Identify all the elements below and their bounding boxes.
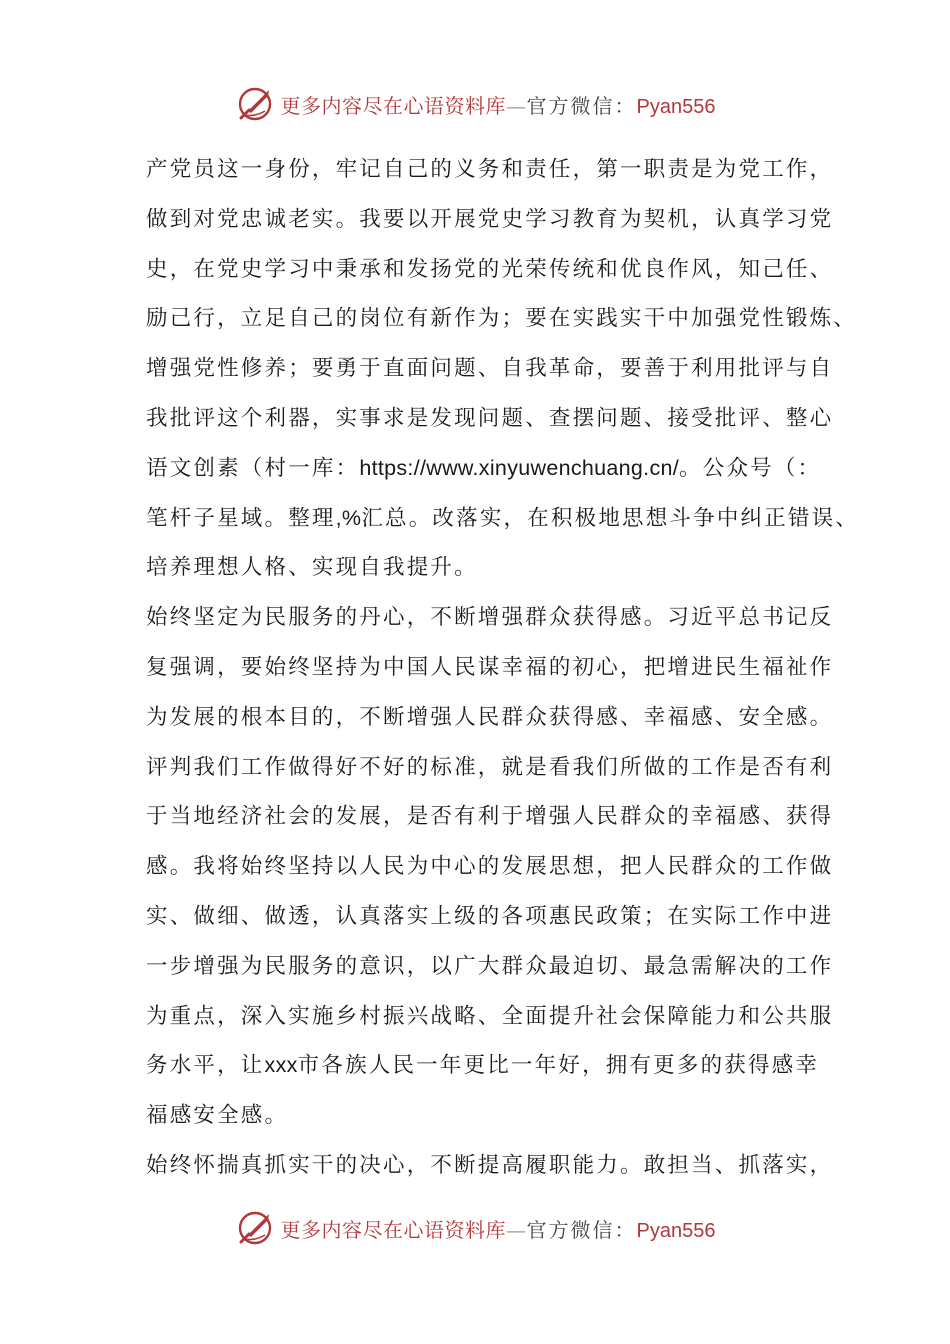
body-text: 。公众号（： <box>679 455 822 481</box>
body-line: 产党员这一身份，牢记自己的义务和责任，第一职责是为党工作， <box>146 157 834 182</box>
footer-separator: — <box>506 1217 527 1242</box>
source-url: https://www.xinyuwenchuang.cn/ <box>359 455 680 480</box>
body-line <box>146 494 860 544</box>
footer-wechat-id: Pyan556 <box>636 1219 716 1242</box>
body-placeholder: xxx <box>264 1053 298 1078</box>
footer-brand <box>281 1214 716 1243</box>
body-text: 语文创素（村一库： <box>146 455 360 481</box>
body-line: 复强调，要始终坚持为中国人民谋幸福的初心，把增进民生福祉作 <box>146 654 834 680</box>
body-line: 始终怀揣真抓实干的决心，不断提高履职能力。敢担当、抓落实， <box>146 1152 834 1178</box>
footer-wechat-label: 官方微信： <box>526 1217 637 1242</box>
header-wechat-label: 官方微信： <box>526 93 637 118</box>
body-line: 为发展的根本目的，不断增强人民群众获得感、幸福感、安全感。 <box>146 704 834 730</box>
body-line: 为重点，深入实施乡村振兴战略、全面提升社会保障能力和公共服 <box>146 1003 834 1029</box>
page-footer <box>0 1206 950 1250</box>
body-line: 史，在党史学习中秉承和发扬党的光荣传统和优良作风，知己任、 <box>146 256 834 282</box>
body-line: 励己行，立足自己的岗位有新作为；要在实践实干中加强党性锻炼、 <box>146 306 858 332</box>
footer-brand-name: 更多内容尽在心语资料库 <box>280 1217 507 1242</box>
body-line: 我批评这个利器，实事求是发现问题、查摆问题、接受批评、整心 <box>146 405 834 431</box>
body-line-with-url <box>146 444 826 494</box>
body-line <box>146 1041 826 1091</box>
body-line: 培养理想人格、实现自我提升。 <box>146 555 478 581</box>
body-text: 汇总。改落实，在积极地思想斗争中纠正错误、 <box>361 505 860 531</box>
body-line: 于当地经济社会的发展，是否有利于增强人民群众的幸福感、获得 <box>146 804 834 830</box>
body-line: 始终坚定为民服务的丹心，不断增强群众获得感。习近平总书记反 <box>146 605 834 631</box>
header-brand <box>281 90 716 119</box>
body-line: 感。我将始终坚持以人民为中心的发展思想，把人民群众的工作做 <box>146 854 834 880</box>
body-line: 实、做细、做透，认真落实上级的各项惠民政策；在实际工作中进 <box>146 903 834 929</box>
body-line: 福感安全感。 <box>146 1103 289 1129</box>
body-symbol: ,% <box>335 505 362 530</box>
body-line: 增强党性修养；要勇于直面问题、自我革命，要善于利用批评与自 <box>146 356 834 382</box>
body-text: 务水平，让 <box>146 1053 265 1079</box>
document-body <box>146 145 860 1191</box>
header-brand-name: 更多内容尽在心语资料库 <box>280 93 507 118</box>
body-line: 评判我们工作做得好不好的标准，就是看我们所做的工作是否有利 <box>146 754 834 780</box>
header-wechat-id: Pyan556 <box>636 95 716 118</box>
body-line: 做到对党忠诚老实。我要以开展党史学习教育为契机，认真学习党 <box>146 206 834 232</box>
pen-logo-icon <box>235 84 275 124</box>
pen-logo-icon <box>235 1208 275 1248</box>
page-header <box>0 82 950 126</box>
body-text: 笔杆子星域。整理 <box>146 505 336 531</box>
header-separator: — <box>506 93 527 118</box>
body-text: 市各族人民一年更比一年好，拥有更多的获得感幸 <box>297 1053 820 1079</box>
body-line: 一步增强为民服务的意识，以广大群众最迫切、最急需解决的工作 <box>146 953 834 979</box>
